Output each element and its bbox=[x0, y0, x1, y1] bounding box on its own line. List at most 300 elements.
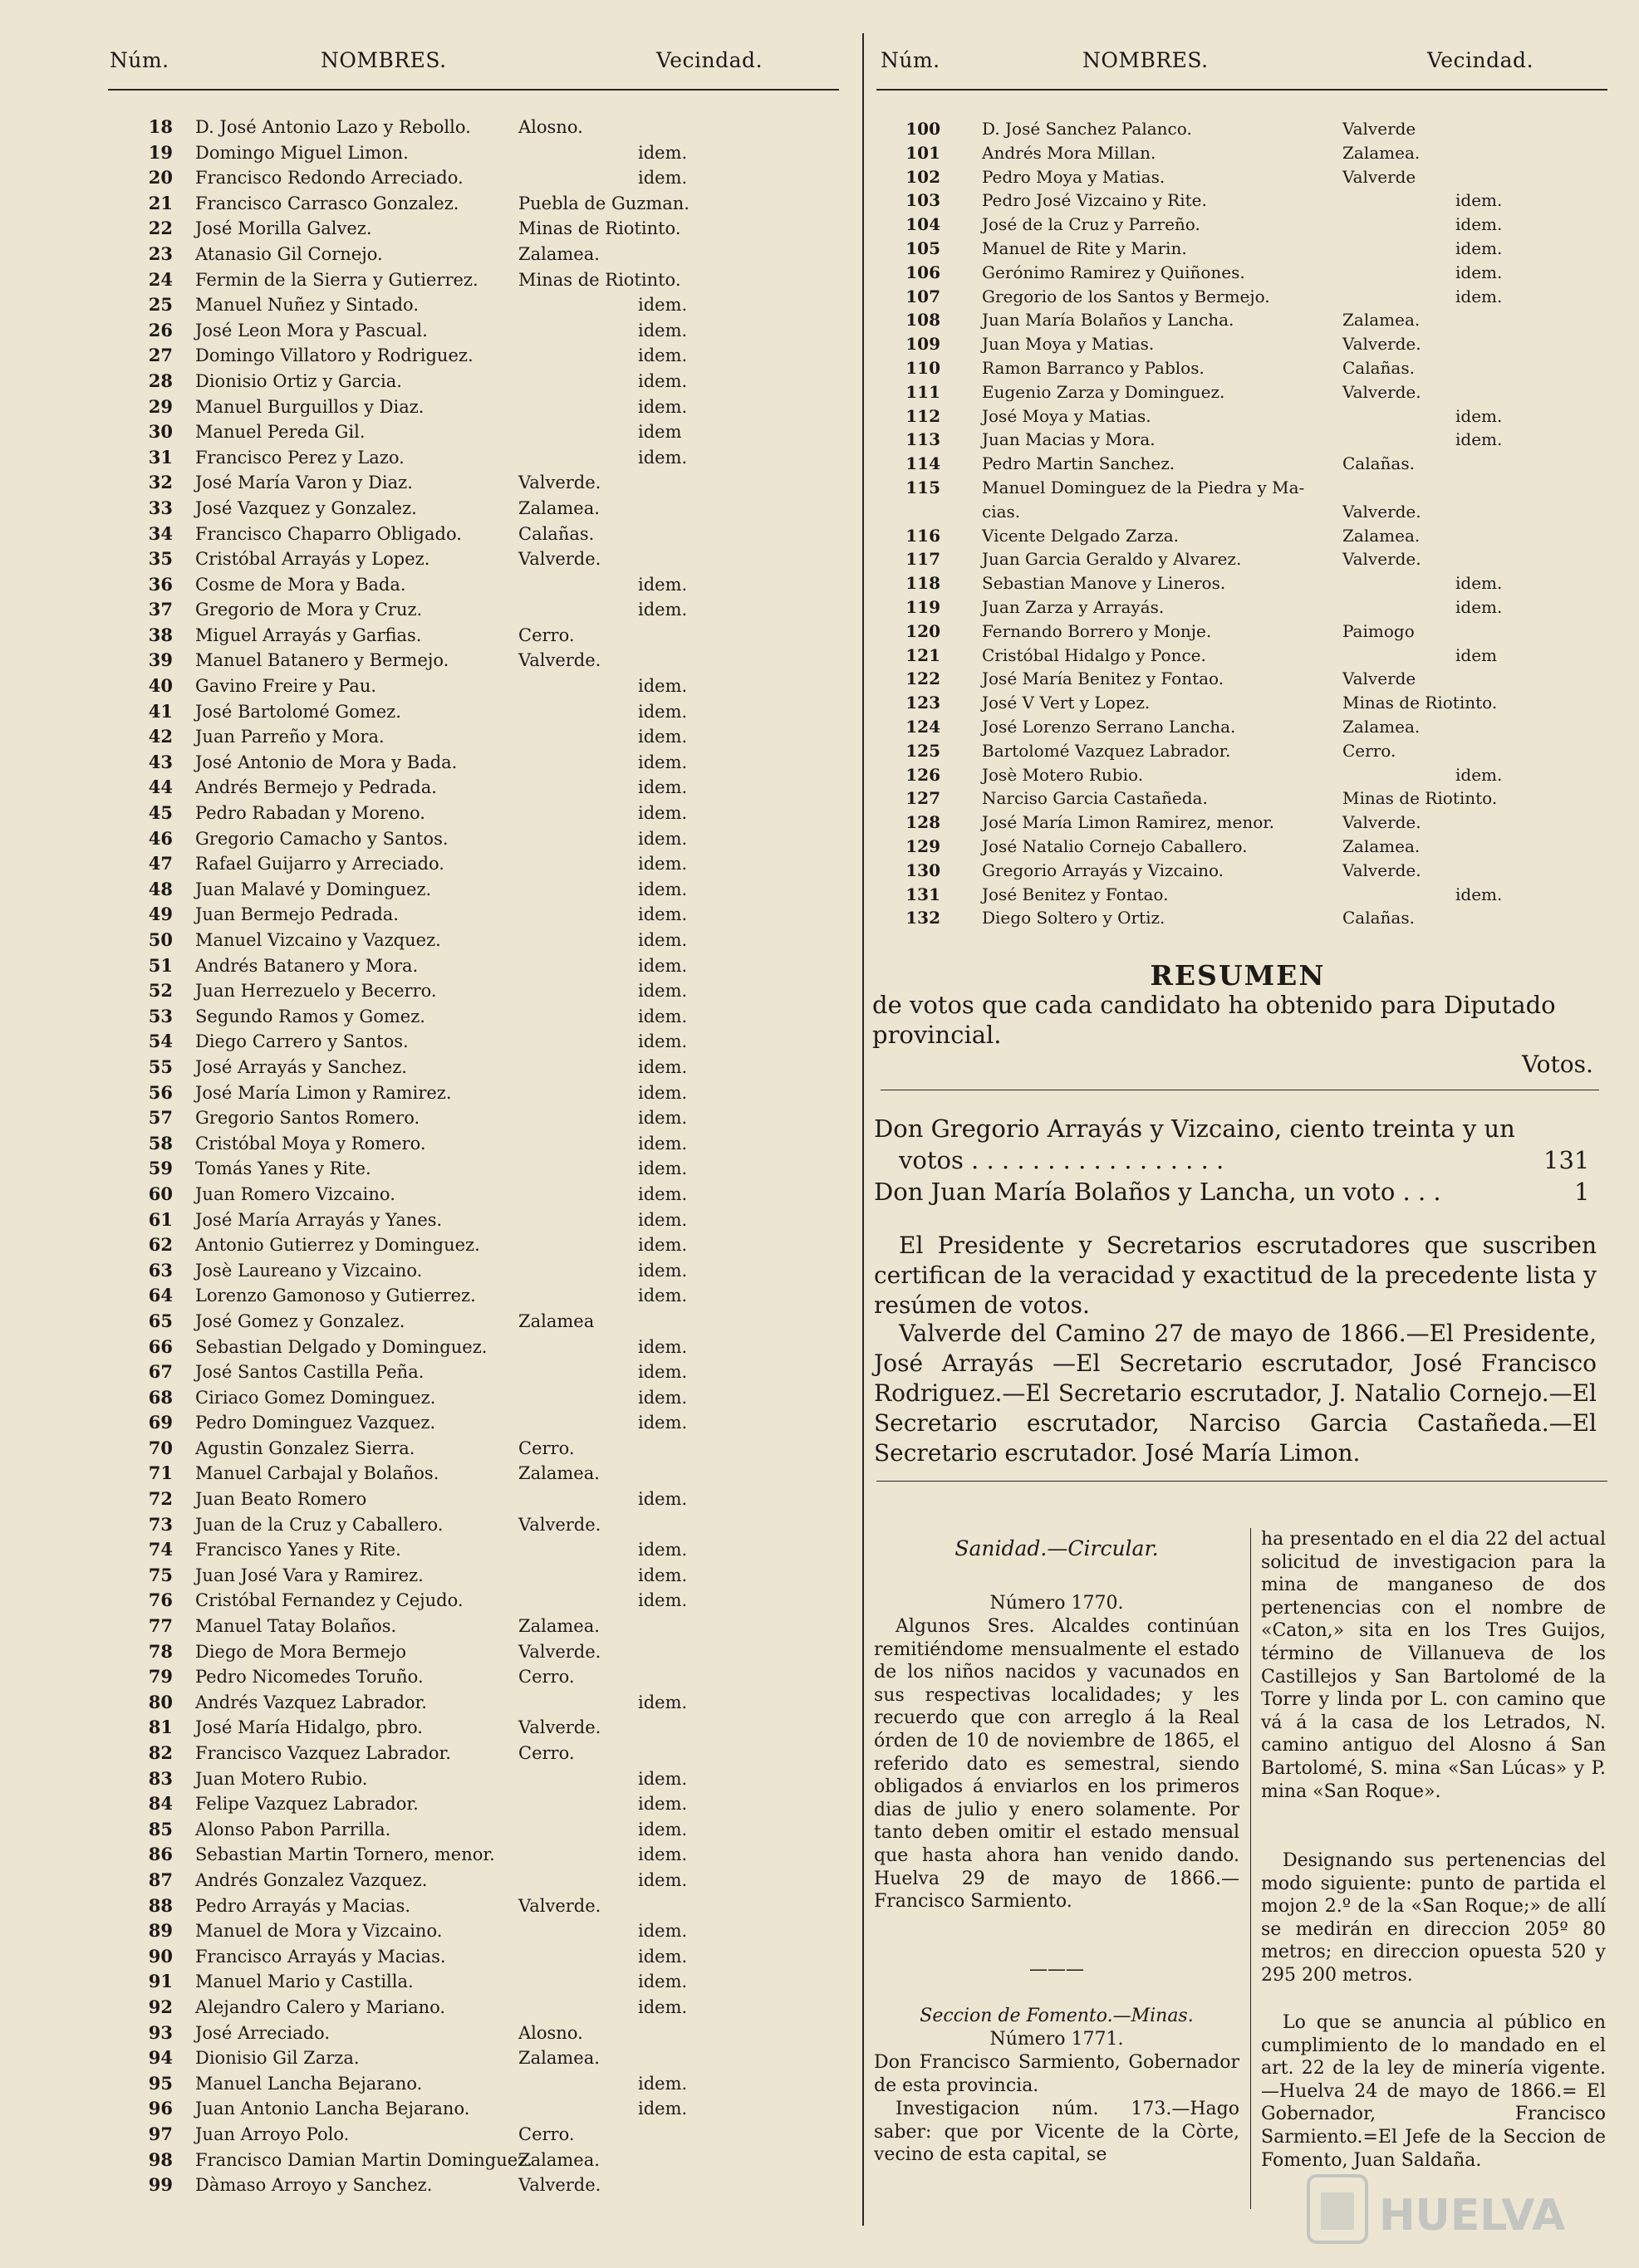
voter-row bbox=[891, 739, 1622, 763]
voter-vecindad: Minas de Riotinto. bbox=[518, 218, 681, 239]
voter-number: 83 bbox=[148, 1767, 173, 1789]
voter-row bbox=[106, 343, 854, 369]
fomento-number: Número 1771. bbox=[989, 2029, 1124, 2050]
voter-vecindad: idem. bbox=[638, 752, 688, 772]
voter-vecindad: idem. bbox=[1455, 764, 1503, 785]
voter-row bbox=[106, 140, 854, 166]
voter-name: Gavino Freire y Pau. bbox=[195, 676, 377, 697]
voter-row bbox=[106, 1512, 854, 1538]
voter-name: Felipe Vazquez Labrador. bbox=[195, 1794, 419, 1815]
voter-name: Pedro Nicomedes Toruño. bbox=[195, 1667, 424, 1688]
voter-row bbox=[106, 978, 854, 1004]
voter-vecindad: idem. bbox=[1455, 190, 1503, 211]
voter-number: 103 bbox=[905, 190, 940, 211]
voter-vecindad: idem. bbox=[638, 142, 688, 163]
voter-name: Manuel Carbajal y Bolaños. bbox=[195, 1463, 439, 1484]
voter-number: 55 bbox=[148, 1056, 173, 1077]
voter-vecindad: Puebla de Guzman. bbox=[518, 193, 689, 213]
voter-row bbox=[106, 292, 854, 318]
voter-vecindad: idem. bbox=[638, 1133, 688, 1154]
voter-name: José Natalio Cornejo Caballero. bbox=[982, 835, 1248, 856]
voter-vecindad: Cerro. bbox=[1342, 740, 1396, 761]
voter-name: Rafael Guijarro y Arreciado. bbox=[195, 854, 444, 874]
voter-number: 74 bbox=[148, 1539, 173, 1560]
voter-name: D. José Antonio Lazo y Rebollo. bbox=[195, 117, 471, 137]
voter-name: Francisco Damian Martin Dominguez. bbox=[195, 2149, 532, 2170]
voter-name: Domingo Miguel Limon. bbox=[195, 142, 409, 163]
voter-name: Manuel de Rite y Marin. bbox=[982, 238, 1187, 258]
voter-number: 64 bbox=[148, 1285, 173, 1306]
mine-announcement: Lo que se anuncia al público en cumplimiento de lo mandado en el art. 22 de la ley de minería vigente. —Huelva 24 de mayo de 1866.= El Gobernador, Francisco Sarmiento.=El Jefe de la Seccion de Fomento, Juan Saldaña. bbox=[1261, 2012, 1606, 2171]
voter-vecindad: idem. bbox=[638, 345, 688, 366]
voter-number: 98 bbox=[148, 2148, 173, 2170]
voter-row bbox=[891, 620, 1622, 644]
voter-number: 94 bbox=[148, 2047, 173, 2069]
voter-row bbox=[891, 476, 1622, 500]
voter-name: Alejandro Calero y Mariano. bbox=[195, 1996, 446, 2017]
voter-name: Dàmaso Arroyo y Sanchez. bbox=[195, 2175, 433, 2196]
voter-number: 35 bbox=[148, 548, 173, 570]
voter-name: Miguel Arrayás y Garfias. bbox=[195, 625, 422, 645]
voter-name: Juan Garcia Geraldo y Alvarez. bbox=[982, 549, 1242, 570]
voter-number: 40 bbox=[148, 675, 173, 697]
voter-name: Juan Zarza y Arrayás. bbox=[982, 596, 1165, 617]
voter-row bbox=[891, 428, 1622, 452]
small-column-divider bbox=[1250, 1528, 1251, 2209]
voter-name: Domingo Villatoro y Rodriguez. bbox=[195, 345, 474, 366]
voter-row bbox=[891, 308, 1622, 332]
voter-row bbox=[106, 1055, 854, 1080]
right-header-rule bbox=[876, 89, 1607, 91]
voter-number: 132 bbox=[905, 908, 940, 928]
voter-number: 38 bbox=[148, 624, 173, 645]
voter-name: Pedro Moya y Matias. bbox=[982, 166, 1165, 187]
voter-name: Gerónimo Ramirez y Quiñones. bbox=[982, 262, 1245, 282]
voter-name: Diego Carrero y Santos. bbox=[195, 1031, 409, 1052]
voter-row bbox=[106, 165, 854, 191]
voter-vecindad: idem. bbox=[638, 1996, 688, 2017]
voter-number: 22 bbox=[148, 218, 173, 239]
voter-number: 113 bbox=[905, 429, 940, 450]
voter-vecindad: Valverde bbox=[1342, 166, 1416, 187]
voter-number: 89 bbox=[148, 1920, 173, 1942]
voter-name: Gregorio Arrayás y Vizcaino. bbox=[982, 860, 1224, 880]
voter-row bbox=[106, 1614, 854, 1639]
voter-row bbox=[106, 1156, 854, 1182]
voter-number: 43 bbox=[148, 751, 173, 772]
voter-row bbox=[106, 1537, 854, 1563]
voter-number: 118 bbox=[905, 573, 940, 594]
voter-name: Manuel Batanero y Bermejo. bbox=[195, 650, 449, 671]
voter-number: 90 bbox=[148, 1945, 173, 1967]
voter-vecindad: idem. bbox=[638, 981, 688, 1002]
voter-number: 18 bbox=[148, 116, 173, 137]
fomento-body: Investigacion núm. 173.—Hago saber: que por Vicente de la Còrte, vecino de esta capital, se bbox=[874, 2099, 1239, 2166]
voter-name: Cristóbal Moya y Romero. bbox=[195, 1133, 426, 1154]
voter-vecindad: Zalamea. bbox=[518, 2149, 600, 2170]
voter-vecindad: Valverde bbox=[1342, 669, 1416, 689]
voter-vecindad: Minas de Riotinto. bbox=[1342, 788, 1498, 809]
voter-row bbox=[106, 419, 854, 445]
voter-name: cias. bbox=[982, 501, 1021, 522]
voter-vecindad: idem. bbox=[1455, 884, 1503, 904]
voter-vecindad: Cerro. bbox=[518, 625, 575, 645]
voter-row bbox=[106, 1715, 854, 1741]
voter-name: Dionisio Ortiz y Garcia. bbox=[195, 370, 402, 391]
voter-vecindad: Zalamea. bbox=[518, 2048, 600, 2069]
voter-vecindad: idem. bbox=[638, 904, 688, 925]
voter-number: 48 bbox=[148, 878, 173, 899]
voter-vecindad: idem. bbox=[638, 370, 688, 391]
voter-row bbox=[891, 380, 1622, 404]
voter-vecindad: Valverde. bbox=[1342, 381, 1421, 402]
voter-row bbox=[891, 524, 1622, 548]
left-header-rule bbox=[108, 89, 839, 91]
voter-name: Juan José Vara y Ramirez. bbox=[195, 1565, 424, 1585]
sanidad-separator: ——— bbox=[1029, 1959, 1084, 1980]
voter-row bbox=[106, 496, 854, 522]
voter-row bbox=[106, 1410, 854, 1436]
voter-name: Lorenzo Gamonoso y Gutierrez. bbox=[195, 1286, 476, 1306]
voter-number: 56 bbox=[148, 1081, 173, 1103]
voter-row bbox=[106, 267, 854, 293]
voter-number: 121 bbox=[905, 644, 940, 665]
voter-name: Manuel Nuñez y Sintado. bbox=[195, 295, 420, 316]
voter-row bbox=[106, 1842, 854, 1868]
candidate-1-votes: 131 bbox=[1543, 1146, 1590, 1174]
voter-number: 102 bbox=[905, 166, 940, 187]
voter-vecindad: Valverde. bbox=[1342, 334, 1421, 355]
voter-row bbox=[106, 2045, 854, 2071]
voter-number: 61 bbox=[148, 1208, 173, 1230]
voter-name: Manuel Vizcaino y Vazquez. bbox=[195, 930, 441, 950]
voter-vecindad: Zalamea. bbox=[1342, 835, 1421, 856]
voter-number: 71 bbox=[148, 1462, 173, 1484]
right-header-num: Núm. bbox=[881, 48, 940, 72]
sanidad-number: Número 1770. bbox=[989, 1593, 1124, 1614]
voter-name: Sebastian Delgado y Dominguez. bbox=[195, 1336, 488, 1357]
voter-number: 84 bbox=[148, 1793, 173, 1815]
voter-vecindad: idem. bbox=[638, 1540, 688, 1560]
voter-row bbox=[106, 1385, 854, 1411]
voter-name: Francisco Arrayás y Macias. bbox=[195, 1946, 446, 1967]
voter-row bbox=[106, 928, 854, 953]
voter-number: 81 bbox=[148, 1717, 173, 1738]
voter-row bbox=[891, 500, 1622, 524]
voter-vecindad: Valverde. bbox=[518, 549, 601, 570]
voter-name: Juan Moya y Matias. bbox=[982, 334, 1155, 355]
voter-row bbox=[891, 261, 1622, 285]
voter-vecindad: idem. bbox=[1455, 429, 1503, 450]
voter-row bbox=[106, 522, 854, 547]
voter-number: 37 bbox=[148, 599, 173, 620]
voter-row bbox=[891, 715, 1622, 739]
voter-vecindad: idem. bbox=[638, 955, 688, 976]
votos-label: Votos. bbox=[1522, 1051, 1593, 1078]
voter-vecindad: idem. bbox=[638, 930, 688, 950]
voter-vecindad: Zalamea. bbox=[518, 1616, 600, 1637]
voter-row bbox=[106, 1207, 854, 1233]
voter-name: Francisco Redondo Arreciado. bbox=[195, 168, 464, 189]
voter-name: Gregorio de Mora y Cruz. bbox=[195, 600, 423, 620]
voter-vecindad: idem. bbox=[638, 1413, 688, 1433]
voter-name: D. José Sanchez Palanco. bbox=[982, 119, 1192, 139]
voter-row bbox=[106, 1359, 854, 1385]
voter-number: 92 bbox=[148, 1996, 173, 2017]
voter-name: Juan Romero Vizcaino. bbox=[195, 1183, 395, 1204]
voter-number: 47 bbox=[148, 853, 173, 874]
right-header-vecindad: Vecindad. bbox=[1427, 48, 1534, 72]
voter-row bbox=[891, 763, 1622, 787]
voter-row bbox=[891, 404, 1622, 429]
voter-name: Francisco Carrasco Gonzalez. bbox=[195, 193, 459, 213]
voter-number: 68 bbox=[148, 1386, 173, 1408]
voter-vecindad: idem. bbox=[638, 701, 688, 722]
voter-number: 97 bbox=[148, 2123, 173, 2144]
voter-number: 120 bbox=[905, 620, 940, 641]
voter-name: Pedro José Vizcaino y Rite. bbox=[982, 190, 1207, 211]
voter-row bbox=[106, 1131, 854, 1157]
voter-row bbox=[106, 394, 854, 420]
voter-name: Juan Arroyo Polo. bbox=[195, 2123, 350, 2144]
voter-row bbox=[106, 826, 854, 852]
voter-number: 130 bbox=[905, 860, 940, 880]
voter-name: Juan Antonio Lancha Bejarano. bbox=[195, 2099, 470, 2119]
voter-number: 39 bbox=[148, 649, 173, 671]
voter-vecindad: Valverde. bbox=[518, 473, 601, 493]
voter-row bbox=[106, 674, 854, 699]
voter-row bbox=[106, 902, 854, 928]
voter-number: 91 bbox=[148, 1971, 173, 1992]
voter-number: 45 bbox=[148, 802, 173, 824]
voter-number: 85 bbox=[148, 1818, 173, 1839]
voter-row bbox=[891, 667, 1622, 691]
voter-row bbox=[106, 597, 854, 623]
voter-number: 31 bbox=[148, 446, 173, 468]
voter-name: Juan Macias y Mora. bbox=[982, 429, 1156, 450]
voter-name: Josè Motero Rubio. bbox=[982, 764, 1144, 785]
voter-vecindad: Cerro. bbox=[518, 1743, 575, 1763]
voter-vecindad: Zalamea. bbox=[1342, 310, 1421, 331]
voter-vecindad: idem. bbox=[638, 1082, 688, 1103]
voter-row bbox=[891, 332, 1622, 356]
voter-name: José Vazquez y Gonzalez. bbox=[195, 497, 417, 518]
voter-number: 123 bbox=[905, 693, 940, 713]
voter-row bbox=[106, 369, 854, 394]
candidate-1-dots: votos . . . . . . . . . . . . . . . . . bbox=[899, 1146, 1224, 1174]
voter-row bbox=[106, 1690, 854, 1716]
voter-vecindad: Cerro. bbox=[518, 1438, 575, 1458]
voter-vecindad: idem. bbox=[1455, 405, 1503, 426]
voter-name: Pedro Martin Sanchez. bbox=[982, 453, 1175, 474]
voter-number: 112 bbox=[905, 405, 940, 426]
voter-number: 101 bbox=[905, 142, 940, 163]
left-header-num: Núm. bbox=[110, 48, 169, 72]
voter-number: 49 bbox=[148, 904, 173, 925]
voter-number: 131 bbox=[905, 884, 940, 904]
voter-number: 104 bbox=[905, 214, 940, 235]
voter-number: 25 bbox=[148, 294, 173, 316]
voter-vecindad: Zalamea bbox=[518, 1310, 595, 1331]
voter-name: Antonio Gutierrez y Dominguez. bbox=[195, 1235, 480, 1256]
voter-row bbox=[106, 1588, 854, 1614]
voter-vecindad: Zalamea. bbox=[518, 497, 600, 518]
voter-row bbox=[106, 1232, 854, 1258]
voter-number: 128 bbox=[905, 812, 940, 833]
voter-row bbox=[106, 801, 854, 826]
voter-number: 82 bbox=[148, 1742, 173, 1763]
voter-number: 117 bbox=[905, 549, 940, 570]
voter-vecindad: Alosno. bbox=[518, 2022, 583, 2043]
voter-number: 32 bbox=[148, 472, 173, 493]
voter-number: 70 bbox=[148, 1437, 173, 1458]
voter-row bbox=[106, 1791, 854, 1817]
voter-row bbox=[106, 546, 854, 572]
voter-number: 110 bbox=[905, 357, 940, 378]
voter-vecindad: idem. bbox=[638, 1056, 688, 1077]
voter-number: 52 bbox=[148, 980, 173, 1002]
voter-vecindad: idem. bbox=[638, 320, 688, 340]
voter-name: José María Benitez y Fontao. bbox=[982, 669, 1224, 689]
voter-number: 108 bbox=[905, 310, 940, 331]
voter-vecindad: Valverde. bbox=[1342, 501, 1421, 522]
voter-number: 80 bbox=[148, 1691, 173, 1712]
voter-row bbox=[106, 242, 854, 267]
voter-name: Juan María Bolaños y Lancha. bbox=[982, 310, 1234, 331]
voter-name: José Arrayás y Sanchez. bbox=[195, 1056, 407, 1077]
voter-number: 114 bbox=[905, 453, 940, 474]
voter-vecindad: idem. bbox=[638, 1768, 688, 1789]
voter-row bbox=[891, 285, 1622, 309]
voter-name: Manuel Pereda Gil. bbox=[195, 422, 366, 443]
voter-number: 54 bbox=[148, 1031, 173, 1052]
mine-boundaries: Designando sus pertenencias del modo siguiente: punto de partida el mojon 2.º de la «San Roque;» de allí se medirán en direccion 205º 80 metros; en direccion opuesta 520 y 295 200 metros. bbox=[1261, 1850, 1606, 1986]
voter-row bbox=[106, 1029, 854, 1055]
voter-name: Eugenio Zarza y Dominguez. bbox=[982, 381, 1225, 402]
voter-row bbox=[106, 750, 854, 776]
voter-number: 100 bbox=[905, 119, 940, 139]
voter-row bbox=[106, 1868, 854, 1893]
voter-vecindad: idem. bbox=[638, 396, 688, 417]
voter-vecindad: idem. bbox=[638, 879, 688, 899]
voter-number: 29 bbox=[148, 395, 173, 417]
voter-name: Segundo Ramos y Gomez. bbox=[195, 1006, 425, 1026]
voter-name: Manuel Tatay Bolaños. bbox=[195, 1616, 397, 1637]
voter-vecindad: idem. bbox=[638, 1946, 688, 1967]
voter-number: 23 bbox=[148, 242, 173, 264]
signatures-paragraph: Valverde del Camino 27 de mayo de 1866.—El Presidente, José Arrayás —El Secretario escrutador, José Francisco Rodriguez.—El Secretario escrutador, J. Natalio Cornejo.—El Secretario escrutador, Narciso Garcia Castañeda.—El Secretario escrutador. José María Limon. bbox=[874, 1320, 1597, 1467]
voter-name: José María Limon y Ramirez. bbox=[195, 1082, 452, 1103]
voter-name: José María Hidalgo, pbro. bbox=[195, 1717, 423, 1738]
voter-name: José Antonio de Mora y Bada. bbox=[195, 752, 458, 772]
voter-name: Cristóbal Hidalgo y Ponce. bbox=[982, 644, 1206, 665]
voter-vecindad: idem. bbox=[638, 2099, 688, 2119]
sanidad-heading: Sanidad.—Circular. bbox=[954, 1536, 1159, 1560]
section-rule bbox=[876, 1481, 1607, 1482]
voter-vecindad: Valverde bbox=[1342, 119, 1416, 139]
voter-vecindad: idem. bbox=[1455, 573, 1503, 594]
voter-row bbox=[891, 906, 1622, 930]
voter-name: Gregorio Santos Romero. bbox=[195, 1108, 420, 1129]
voter-number: 27 bbox=[148, 345, 173, 366]
voter-number: 107 bbox=[905, 286, 940, 306]
voter-row bbox=[106, 775, 854, 801]
voter-number: 115 bbox=[905, 477, 940, 497]
stamp-text: HUELVA bbox=[1379, 2191, 1566, 2241]
voter-name: Cosme de Mora y Bada. bbox=[195, 574, 406, 595]
voter-row bbox=[106, 1563, 854, 1589]
voter-row bbox=[106, 2071, 854, 2097]
voter-vecindad: Valverde. bbox=[518, 1514, 601, 1535]
voter-name: Manuel de Mora y Vizcaino. bbox=[195, 1921, 443, 1942]
voter-name: José Moya y Matias. bbox=[982, 405, 1151, 426]
voter-number: 127 bbox=[905, 788, 940, 809]
voter-number: 77 bbox=[148, 1615, 173, 1637]
candidate-1-line: Don Gregorio Arrayás y Vizcaino, ciento treinta y un bbox=[874, 1114, 1515, 1143]
voter-number: 33 bbox=[148, 497, 173, 518]
voter-name: Francisco Vazquez Labrador. bbox=[195, 1743, 451, 1763]
voter-vecindad: idem. bbox=[638, 1921, 688, 1942]
voter-row bbox=[106, 1969, 854, 1995]
voter-number: 69 bbox=[148, 1412, 173, 1433]
voter-name: Ramon Barranco y Pablos. bbox=[982, 357, 1205, 378]
voter-row bbox=[106, 191, 854, 217]
voter-name: José Lorenzo Serrano Lancha. bbox=[982, 716, 1236, 737]
certification-paragraph: El Presidente y Secretarios escrutadores que suscriben certifican de la veracidad y exactitud de la precedente lista y resúmen de votos. bbox=[874, 1232, 1597, 1319]
voter-row bbox=[891, 189, 1622, 213]
voter-vecindad: idem. bbox=[638, 1565, 688, 1585]
voter-vecindad: idem. bbox=[638, 1590, 688, 1611]
voter-vecindad: idem. bbox=[638, 600, 688, 620]
voter-name: Gregorio de los Santos y Bermejo. bbox=[982, 286, 1270, 306]
voter-number: 51 bbox=[148, 954, 173, 976]
voter-vecindad: idem. bbox=[1455, 262, 1503, 282]
voter-row bbox=[891, 452, 1622, 476]
voter-name: Pedro Arrayás y Macias. bbox=[195, 1895, 411, 1916]
voter-name: Andrés Mora Millan. bbox=[982, 142, 1156, 163]
voter-vecindad: idem. bbox=[638, 1972, 688, 1992]
voter-row bbox=[106, 1309, 854, 1335]
voter-vecindad: Minas de Riotinto. bbox=[1342, 693, 1498, 713]
voter-vecindad: idem. bbox=[1455, 596, 1503, 617]
left-header-vecindad: Vecindad. bbox=[656, 48, 763, 72]
voter-row bbox=[891, 571, 1622, 595]
voter-number: 99 bbox=[148, 2174, 173, 2196]
voter-name: Cristóbal Arrayás y Lopez. bbox=[195, 549, 430, 570]
voter-vecindad: idem. bbox=[638, 1209, 688, 1230]
voter-number: 125 bbox=[905, 740, 940, 761]
voter-row bbox=[106, 2096, 854, 2122]
voter-vecindad: Zalamea. bbox=[1342, 142, 1421, 163]
voter-vecindad: idem. bbox=[638, 1336, 688, 1357]
voter-vecindad: Valverde. bbox=[518, 650, 601, 671]
voter-number: 46 bbox=[148, 827, 173, 849]
voter-row bbox=[106, 1741, 854, 1766]
voter-vecindad: idem. bbox=[638, 2073, 688, 2094]
voter-row bbox=[891, 786, 1622, 811]
voter-row bbox=[891, 644, 1622, 668]
voter-name: José Bartolomé Gomez. bbox=[195, 701, 401, 722]
voter-number: 34 bbox=[148, 522, 173, 544]
voter-vecindad: Calañas. bbox=[1342, 357, 1415, 378]
voter-number: 44 bbox=[148, 776, 173, 798]
voter-vecindad: idem. bbox=[638, 1260, 688, 1281]
voter-row bbox=[106, 1664, 854, 1690]
voter-vecindad: idem. bbox=[638, 1235, 688, 1256]
left-voter-list bbox=[106, 115, 854, 2198]
voter-number: 93 bbox=[148, 2021, 173, 2043]
candidate-2-votes: 1 bbox=[1574, 1178, 1590, 1206]
